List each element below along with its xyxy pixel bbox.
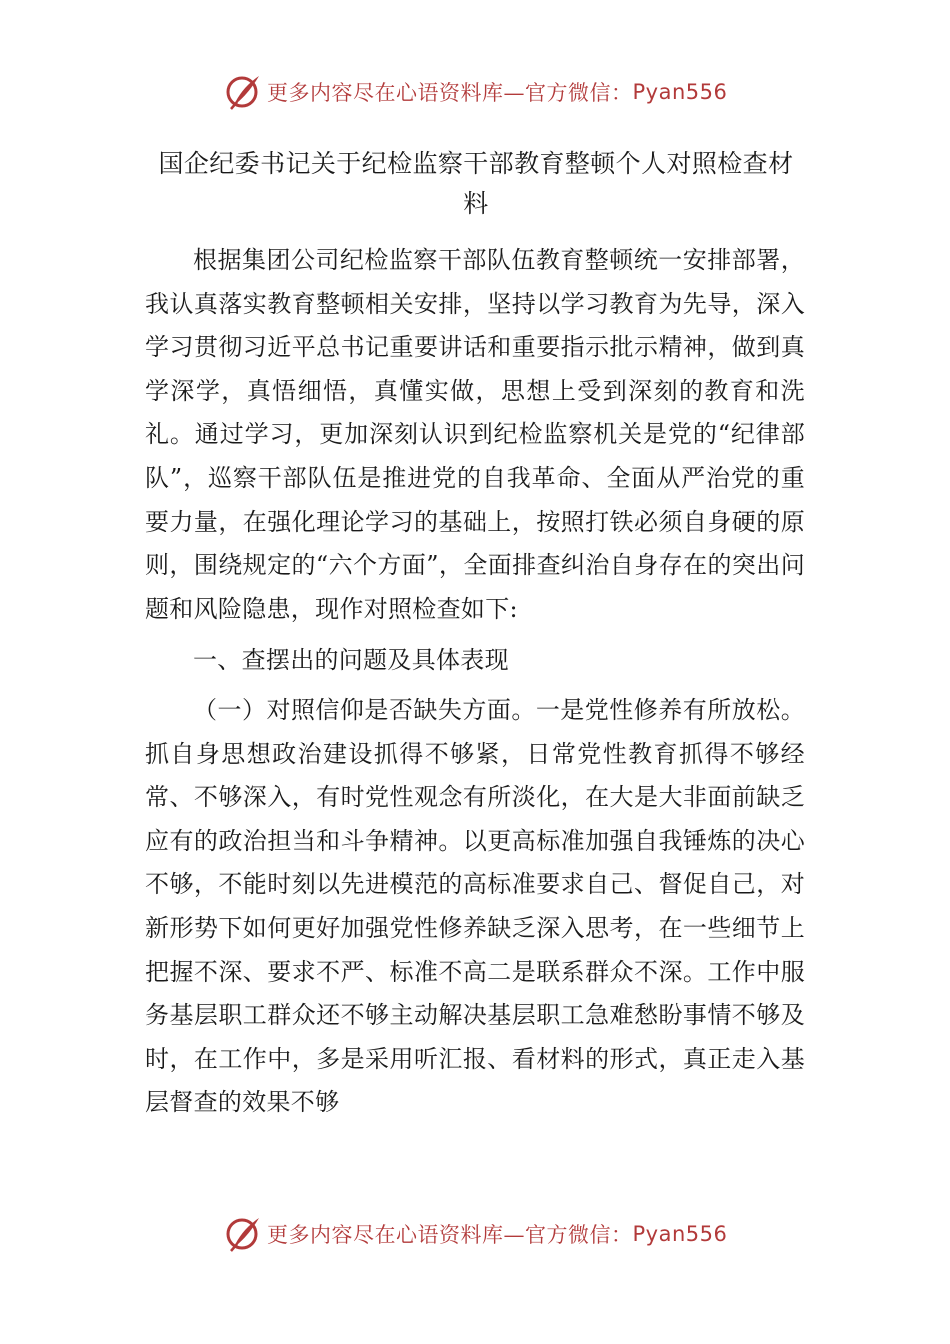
quill-pen-logo-icon xyxy=(225,1214,263,1254)
banner-wechat-id: Pyan556 xyxy=(632,1222,728,1246)
footer-banner xyxy=(225,1212,727,1256)
header-banner xyxy=(225,70,727,114)
intro-paragraph: 根据集团公司纪检监察干部队伍教育整顿统一安排部署，我认真落实教育整顿相关安排，坚持以学习教育为先导，深入学习贯彻习近平总书记重要讲话和重要指示批示精神，做到真学深学，真悟细悟，真懂实做，思想上受到深刻的教育和洗礼。通过学习，更加深刻认识到纪检监察机关是党的“纪律部队”，巡察干部队伍是推进党的自我革命、全面从严治党的重要力量，在强化理论学习的基础上，按照打铁必须自身硬的原则，围绕规定的“六个方面”，全面排查纠治自身存在的突出问题和风险隐患，现作对照检查如下: xyxy=(145,246,805,623)
section-item-paragraph: （一）对照信仰是否缺失方面。一是党性修养有所放松。抓自身思想政治建设抓得不够紧，日常党性教育抓得不够经常、不够深入，有时党性观念有所淡化，在大是大非面前缺乏应有的政治担当和斗争精神。以更高标准加强自我锤炼的决心不够，不能时刻以先进模范的高标准要求自己、督促自己，对新形势下如何更好加强党性修养缺乏深入思考，在一些细节上把握不深、要求不严、标准不高二是联系群众不深。工作中服务基层职工群众还不够主动解决基层职工急难愁盼事情不够及时，在工作中，多是采用听汇报、看材料的形式，真正走入基层督查的效果不够 xyxy=(145,695,805,1117)
banner-text: 更多内容尽在心语资料库—官方微信： xyxy=(267,1223,633,1247)
quill-pen-logo-icon xyxy=(225,72,263,112)
section-heading: 一、查摆出的问题及具体表现 xyxy=(193,646,509,675)
banner-wechat-id: Pyan556 xyxy=(632,80,728,104)
document-body xyxy=(145,239,805,1125)
banner-text: 更多内容尽在心语资料库—官方微信： xyxy=(267,81,633,105)
document-title: 国企纪委书记关于纪检监察干部教育整顿个人对照检查材料 xyxy=(158,149,794,218)
